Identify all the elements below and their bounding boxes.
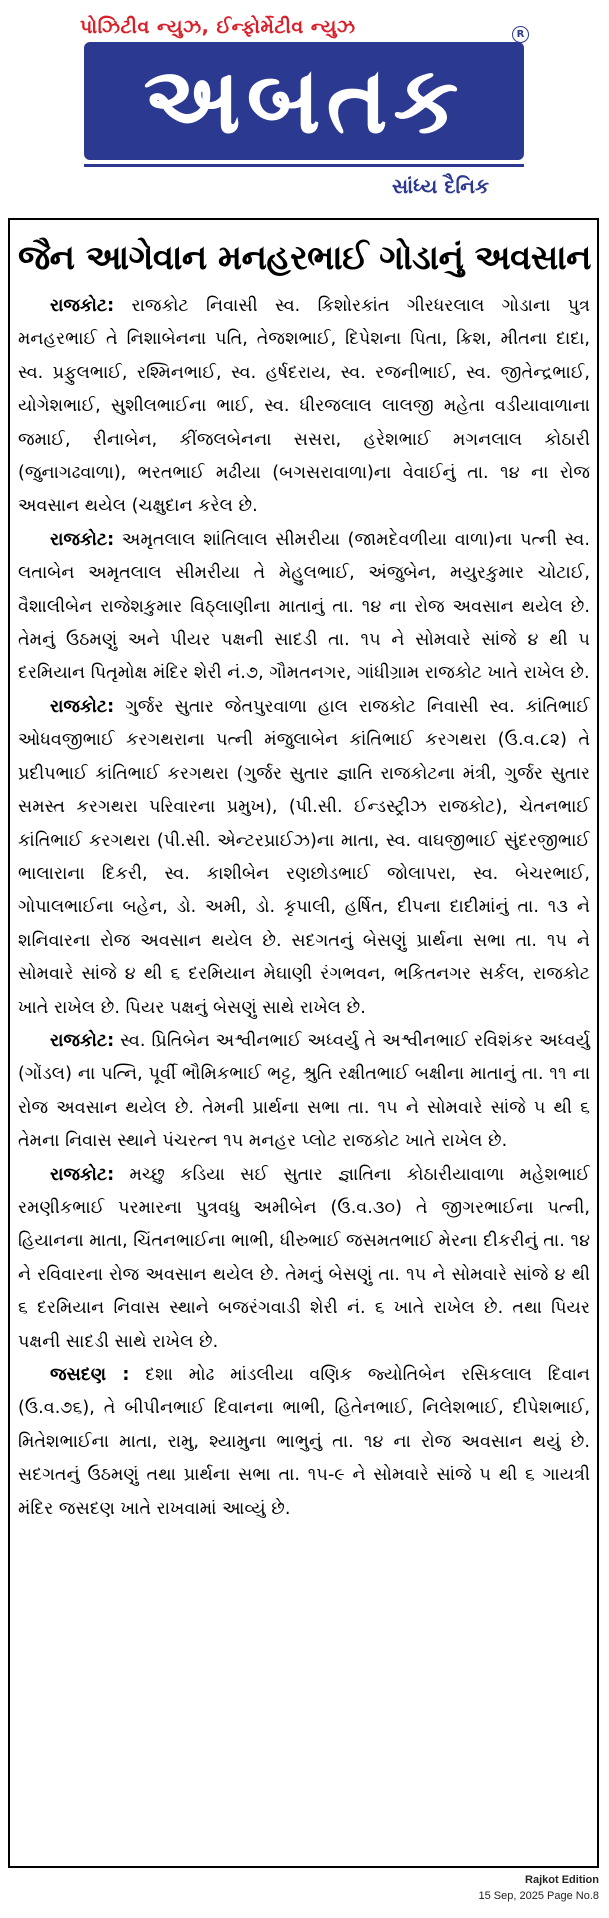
newspaper-logo	[84, 42, 524, 160]
notice-text: દશા મોઢ માંડલીયા વણિક જ્યોતિબેન રસિકલાલ દિવાન (ઉ.વ.૭૬), તે બીપીનભાઈ દિવાનના ભાભી, હિતેનભાઈ, નિલેશભાઈ, દીપેશભાઈ, મિતેશભાઈના માતા, રામુ, શ્યામુના ભાભુનું તા. ૧૪ ના રોજ અવસાન થયું છે. સદગતનું ઉઠમણું તથા પ્રાર્થના સભા તા. ૧૫-૯ ને સોમવારે સાંજે ૫ થી ૬ ગાયત્રી મંદિર જસદણ ખાતે રાખવામાં આવ્યું છે.	[18, 1365, 590, 1519]
notice-location: રાજકોટ:	[50, 1164, 115, 1185]
obituary-notice	[18, 524, 590, 691]
notice-text: ગુર્જર સુતાર જેતપુરવાળા હાલ રાજકોટ નિવાસી સ્વ. કાંતિભાઈ ઓધવજીભાઈ કરગથરાના પત્ની મંજુલાબેન કાંતિભાઈ કરગથરા (ઉ.વ.૮૨) તે પ્રદીપભાઈ કાંતિભાઈ કરગથરા (ગુર્જર સુતાર જ્ઞાતિ રાજકોટના મંત્રી, ગુર્જર સુતાર સમસ્ત કરગથરા પરિવારના પ્રમુખ), (પી.સી. ઈન્ડસ્ટ્રીઝ રાજકોટ), ચેતનભાઈ કાંતિભાઈ કરગથરા (પી.સી. એન્ટરપ્રાઈઝ)ના માતા, સ્વ. વાઘજીભાઈ સુંદરજીભાઈ ભાલારાના દિકરી, સ્વ. કાશીબેન રણછોડભાઈ જોલાપરા, સ્વ. બેચરભાઈ, ગોપાલભાઈના બહેન, ડો. અમી, ડો. કૃપાલી, હર્ષિત, દીપના દાદીમાંનું તા. ૧૩ ને શનિવારના રોજ અવસાન થયેલ છે. સદગતનું બેસણું પ્રાર્થના સભા તા. ૧૫ ને સોમવારે સાંજે ૪ થી ૬ દરમિયાન મેઘાણી રંગભવન, ભકિતનગર સર્કલ, રાજકોટ ખાતે રાખેલ છે. પિયર પક્ષનું બેસણું સાથે રાખેલ છે.	[18, 696, 590, 1018]
notice-text: સ્વ. પ્રિતિબેન અશ્વીનભાઈ અધ્વર્યુ તે અશ્વીનભાઈ રવિશંકર અધ્વર્યુ (ગોંડલ) ના પત્નિ, પૂર્વી ભૌમિકભાઈ ભટ્ટ, શ્રુતિ રક્ષીતભાઈ બક્ષીના માતાનું તા. ૧૧ ના રોજ અવસાન થયેલ છે. તેમની પ્રાર્થના સભા તા. ૧૫ ને સોમવારે સાંજે ૫ થી ૬ તેમના નિવાસ સ્થાને પંચરત્ન ૧૫ મનહર પ્લોટ રાજકોટ ખાતે રાખેલ છે.	[18, 1030, 590, 1152]
article-body	[18, 290, 590, 1526]
notice-location: રાજકોટ:	[50, 296, 115, 316]
masthead	[0, 0, 609, 210]
page-footer	[479, 1872, 599, 1904]
footer-date-page: 15 Sep, 2025 Page No.8	[478, 1890, 599, 1902]
masthead-divider	[84, 164, 524, 167]
notice-text: અમૃતલાલ શાંતિલાલ સીમરીયા (જામદેવળીયા વાળા)ના પત્ની સ્વ. લતાબેન અમૃતલાલ સીમરીયા તે મેહુલભાઈ, અંજુબેન, મયુરકુમાર ચોટાઈ, વૈશાલીબેન રાજેશકુમાર વિઠ્લાણીના માતાનું તા. ૧૪ ના રોજ અવસાન થયેલ છે. તેમનું ઉઠમણું અને પીયર પક્ષની સાદડી તા. ૧૫ ને સોમવારે સાંજે ૪ થી ૫ દરમિયાન પિતૃમોક્ષ મંદિર શેરી નં.૭, ગૌમતનગર, ગાંધીગ્રામ રાજકોટ ખાતે રાખેલ છે.	[18, 529, 590, 684]
registered-mark-icon: R	[512, 26, 529, 43]
masthead-tagline: પોઝિટીવ ન્યુઝ, ઈન્ફોર્મેટીવ ન્યુઝ	[80, 16, 356, 38]
notice-text: મચ્છુ કડિયા સઈ સુતાર જ્ઞાતિના કોઠારીયાવાળા મહેશભાઈ રમણીકભાઈ પરમારના પુત્રવધુ અમીબેન (ઉ.વ.૩૦) તે જીગરભાઈના પત્ની, હિયાનના માતા, ચિંતનભાઈના ભાભી, ધીરુભાઈ જસમતભાઈ મેરના દીકરીનું તા. ૧૪ ને રવિવારના રોજ અવસાન થયેલ છે. તેમનું બેસણું તા. ૧૫ ને સોમવારે સાંજે ૪ થી ૬ દરમિયાન નિવાસ સ્થાને બજરંગવાડી શેરી નં. ૬ ખાતે રાખેલ છે. તથા પિયર પક્ષની સાદડી સાથે રાખેલ છે.	[18, 1164, 590, 1352]
notice-location: રાજકોટ:	[50, 529, 115, 550]
obituary-notice	[18, 1159, 590, 1359]
article-headline: જૈન આગેવાન મનહરભાઈ ગોડાનું અવસાન	[17, 238, 591, 278]
obituary-notice	[18, 691, 590, 1025]
notice-location: રાજકોટ:	[50, 1030, 115, 1051]
notice-location: જસદણ :	[50, 1365, 130, 1385]
obituary-notice	[18, 1025, 590, 1159]
logo-text: અબતક	[143, 46, 465, 154]
notice-location: રાજકોટ:	[50, 696, 115, 717]
obituary-notice	[18, 290, 590, 524]
obituary-notice	[18, 1359, 590, 1526]
notice-text: રાજકોટ નિવાસી સ્વ. કિશોરકાંત ગીરધરલાલ ગોડાના પુત્ર મનહરભાઈ તે નિશાબેનના પતિ, તેજશભાઈ, દિપેશના પિતા, ક્રિશ, મીતના દાદા, સ્વ. પ્રફુલભાઈ, રશ્મિનભાઈ, સ્વ. હર્ષદરાય, સ્વ. રજનીભાઈ, સ્વ. જીતેન્દ્રભાઈ, યોગેશભાઈ, સુશીલભાઈના ભાઈ, સ્વ. ધીરજલાલ લાલજી મહેતા વડીયાવાળાના જમાઈ, રીનાબેન, કીંજલબેનના સસરા, હરેશભાઈ મગનલાલ કોઠારી (જુનાગઢવાળા), ભરતભાઈ મઢીયા (બગસરાવાળા)ના વેવાઈનું તા. ૧૪ ના રોજ અવસાન થયેલ (ચક્ષુદાન કરેલ છે.	[18, 296, 590, 517]
footer-edition: Rajkot Edition	[525, 1874, 599, 1886]
edition-name: સાંધ્ય દૈનિક	[392, 174, 490, 198]
